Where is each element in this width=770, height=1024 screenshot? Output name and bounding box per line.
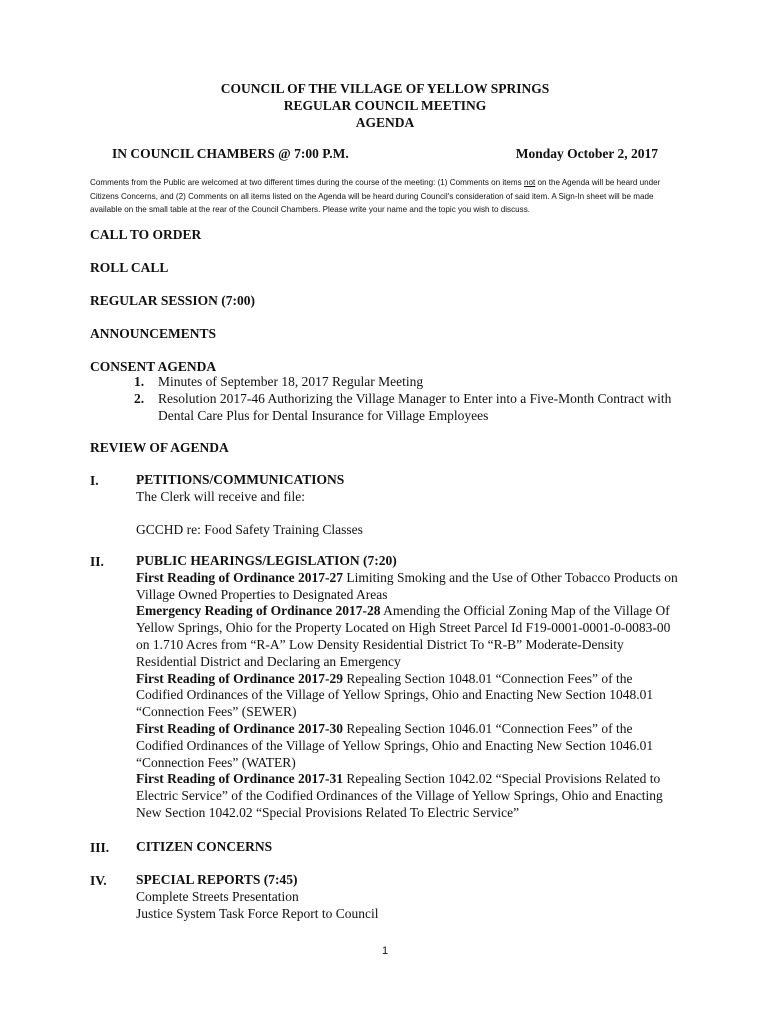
- legislation-item: [136, 771, 681, 821]
- hearings-title: PUBLIC HEARINGS/LEGISLATION (7:20): [136, 553, 397, 568]
- special-reports-section: [136, 872, 681, 922]
- section-numeral: I.: [90, 473, 99, 488]
- report-item: Complete Streets Presentation: [136, 888, 299, 904]
- legislation-item: [136, 570, 681, 604]
- item-number: 1.: [134, 374, 145, 389]
- section-consent-agenda: CONSENT AGENDA: [90, 359, 217, 374]
- item-number: 2.: [134, 390, 145, 406]
- ordinance-text: Limiting Smoking and the Use of Other Tobacco Products on Village Owned Properties to Designated Areas: [136, 569, 678, 602]
- legislation-item: [136, 721, 681, 771]
- report-item: Justice System Task Force Report to Council: [136, 905, 379, 921]
- citizen-concerns-title: CITIZEN CONCERNS: [136, 839, 273, 854]
- ordinance-label: Emergency Reading of Ordinance 2017-28: [136, 603, 381, 619]
- ordinance-label: First Reading of Ordinance 2017-27: [136, 569, 343, 585]
- ordinance-label: First Reading of Ordinance 2017-31: [136, 771, 343, 787]
- petitions-instruction: The Clerk will receive and file:: [136, 488, 306, 504]
- notice-emphasis: not: [523, 178, 536, 187]
- meeting-location: IN COUNCIL CHAMBERS @ 7:00 P.M.: [112, 146, 349, 161]
- consent-agenda-list: [134, 374, 674, 424]
- agenda-title: AGENDA: [355, 115, 415, 130]
- ordinance-label: First Reading of Ordinance 2017-29: [136, 670, 343, 686]
- meeting-type: REGULAR COUNCIL MEETING: [283, 98, 487, 113]
- section-review-of-agenda: REVIEW OF AGENDA: [90, 440, 229, 455]
- section-announcements: ANNOUNCEMENTS: [90, 326, 217, 341]
- notice-text-start: Comments from the Public are welcomed at two different times during the course of the meeting: (1) Comments on items: [90, 178, 524, 187]
- section-numeral: III.: [90, 840, 110, 855]
- ordinance-text: Amending the Official Zoning Map of the Village Of Yellow Springs, Ohio for the Property Located on High Street Parcel Id F19-0001-0001-0-0083-00 on 1.710 Acres from “R-A” Low Density Residential District To “R-B” Moderate-Density Residential District and Declaring an Emergency: [136, 603, 671, 669]
- legislation-item: [136, 603, 681, 670]
- section-roll-call: ROLL CALL: [90, 260, 169, 275]
- list-item: [134, 391, 674, 425]
- section-regular-session: REGULAR SESSION (7:00): [90, 293, 256, 308]
- petitions-item: GCCHD re: Food Safety Training Classes: [136, 521, 363, 537]
- section-numeral: IV.: [90, 873, 107, 888]
- list-item: [134, 374, 674, 391]
- ordinance-text: Repealing Section 1046.01 “Connection Fees” of the Codified Ordinances of the Village of Yellow Springs, Ohio and Enacting New Section 1046.01 “Connection Fees” (WATER): [136, 720, 654, 770]
- notice-text-end: on the Agenda will be heard under Citizens Concerns, and (2) Comments on all items listed on the Agenda will be heard during Council's consideration of said item. A Sign-In sheet will be made available on the small table at the rear of the Council Chambers. Please write your name and the topic you wish to discuss.: [90, 178, 661, 214]
- petitions-section: [136, 472, 681, 538]
- petitions-title: PETITIONS/COMMUNICATIONS: [136, 472, 345, 487]
- ordinance-text: Repealing Section 1048.01 “Connection Fees” of the Codified Ordinances of the Village of Yellow Springs, Ohio and Enacting New Section 1048.01 “Connection Fees” (SEWER): [136, 670, 654, 720]
- item-text: Resolution 2017-46 Authorizing the Village Manager to Enter into a Five-Month Contract with Dental Care Plus for Dental Insurance for Village Employees: [158, 390, 672, 423]
- page-number: 1: [381, 945, 389, 957]
- ordinance-text: Repealing Section 1042.02 “Special Provisions Related to Electric Service” of the Codified Ordinances of the Village of Yellow Springs, Ohio and Enacting New Section 1042.02 “Special Provisions Related To Electric Service”: [136, 771, 663, 820]
- item-text: Minutes of September 18, 2017 Regular Meeting: [158, 374, 424, 389]
- agenda-header: [0, 80, 770, 131]
- special-reports-title: SPECIAL REPORTS (7:45): [136, 872, 298, 887]
- meeting-date: Monday October 2, 2017: [515, 146, 658, 161]
- public-comment-notice: [90, 176, 686, 217]
- hearings-section: [136, 553, 681, 822]
- section-numeral: II.: [90, 554, 104, 569]
- legislation-item: [136, 671, 681, 721]
- ordinance-label: First Reading of Ordinance 2017-30: [136, 720, 343, 736]
- council-title: COUNCIL OF THE VILLAGE OF YELLOW SPRINGS: [220, 81, 550, 96]
- section-call-to-order: CALL TO ORDER: [90, 227, 202, 242]
